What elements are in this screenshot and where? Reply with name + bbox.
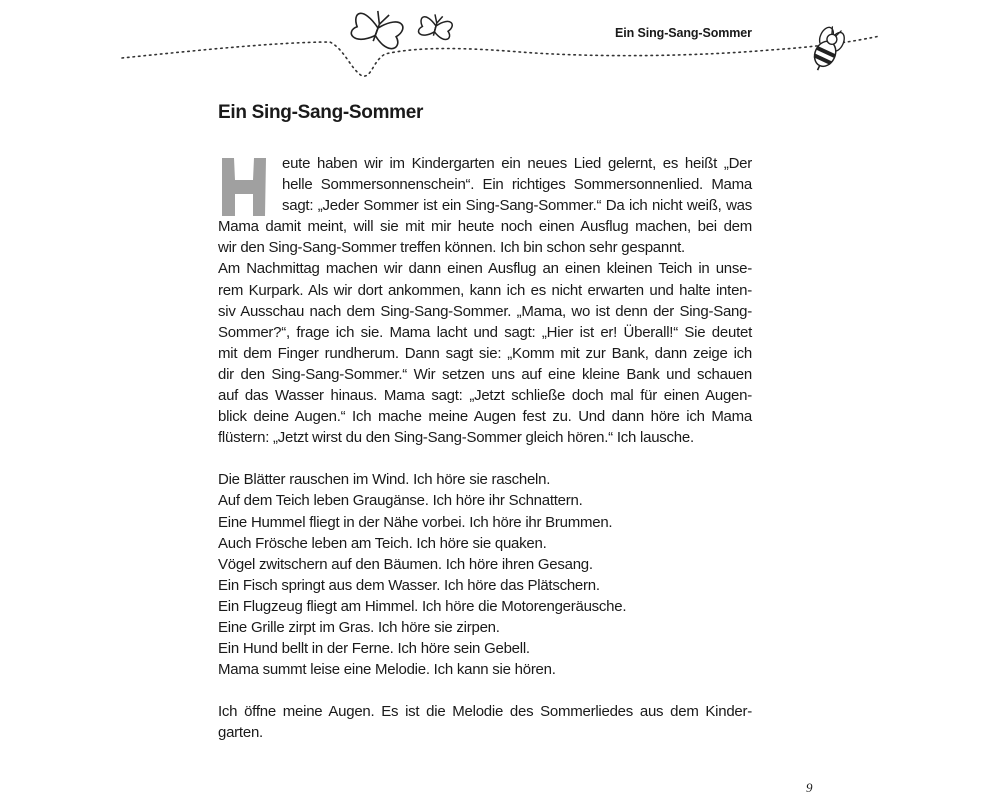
text-line: eute haben wir im Kindergarten ein neues Lied gelernt, es heißt „Der (282, 155, 752, 172)
sound-line: Vögel zwitschern auf den Bäumen. Ich höre ihren Gesang. (218, 555, 593, 573)
sound-line: Ein Hund bellt in der Ferne. Ich höre sein Gebell. (218, 640, 530, 658)
text-line: auf das Wasser hinaus. Mama sagt: „Jetzt schließe doch mal für einen Augen- (218, 387, 752, 405)
sound-line: Ein Flugzeug fliegt am Himmel. Ich höre die Motorengeräusche. (218, 597, 627, 615)
paragraph-intro (218, 153, 752, 258)
text-line: rem Kurpark. Als wir dort ankommen, kann ich es nicht erwarten und halte inten- (218, 281, 752, 299)
story-body (218, 153, 752, 743)
text-line: sagt: „Jeder Sommer ist ein Sing-Sang-Sommer.“ Da ich nicht weiß, was (282, 197, 752, 215)
drop-cap-letter (218, 156, 270, 218)
text-line: blick deine Augen.“ Ich mache meine Augen fest zu. Und dann höre ich Mama (218, 408, 752, 426)
paragraph-outing (218, 258, 752, 448)
butterfly-icon (349, 5, 406, 53)
running-head-title: Ein Sing-Sang-Sommer (615, 26, 752, 40)
text-line: garten. (218, 724, 263, 742)
text-line: helle Sommersonnenschein“. Ein richtiges Sommersonnenlied. Mama (282, 176, 752, 194)
text-line: Sommer?“, frage ich sie. Mama lacht und sagt: „Hier ist er! Überall!“ Sie deutet (218, 323, 752, 341)
text-line: dir den Sing-Sang-Sommer.“ Wir setzen uns auf eine kleine Bank und schauen (218, 365, 752, 383)
header-decoration (0, 0, 1000, 100)
text-line: flüstern: „Jetzt wirst du den Sing-Sang-Sommer gleich hören.“ Ich lausche. (218, 429, 694, 447)
bee-icon (807, 23, 848, 75)
sound-line: Auf dem Teich leben Graugänse. Ich höre ihr Schnattern. (218, 492, 583, 510)
page-number: 9 (806, 780, 813, 795)
small-butterfly-icon (417, 11, 454, 42)
story-title: Ein Sing-Sang-Sommer (218, 102, 424, 123)
sound-line: Die Blätter rauschen im Wind. Ich höre sie rascheln. (218, 471, 551, 489)
text-line: mit dem Finger rundherum. Dann sagt sie: „Komm mit zur Bank, dann zeige ich (218, 344, 752, 362)
sound-line: Eine Hummel fliegt in der Nähe vorbei. Ich höre ihr Brummen. (218, 513, 613, 531)
sound-line: Mama summt leise eine Melodie. Ich kann sie hören. (218, 661, 556, 679)
sound-line: Ein Fisch springt aus dem Wasser. Ich höre das Plätschern. (218, 576, 600, 594)
sound-list (218, 469, 752, 680)
sound-line: Auch Frösche leben am Teich. Ich höre sie quaken. (218, 534, 547, 552)
dotted-flight-path (122, 36, 880, 76)
text-line: siv Ausschau nach dem Sing-Sang-Sommer. „Mama, wo ist denn der Sing-Sang- (218, 302, 752, 320)
sound-line: Eine Grille zirpt im Gras. Ich höre sie zirpen. (218, 618, 500, 636)
text-line: wir den Sing-Sang-Sommer treffen können. Ich bin schon sehr gespannt. (218, 239, 685, 257)
text-line: Am Nachmittag machen wir dann einen Ausflug an einen kleinen Teich in unse- (218, 260, 752, 278)
text-line: Ich öffne meine Augen. Es ist die Melodie des Sommerliedes aus dem Kinder- (218, 703, 752, 721)
paragraph-ending (218, 701, 752, 743)
text-line: Mama damit meint, will sie mit mir heute noch einen Ausflug machen, bei dem (218, 218, 752, 236)
